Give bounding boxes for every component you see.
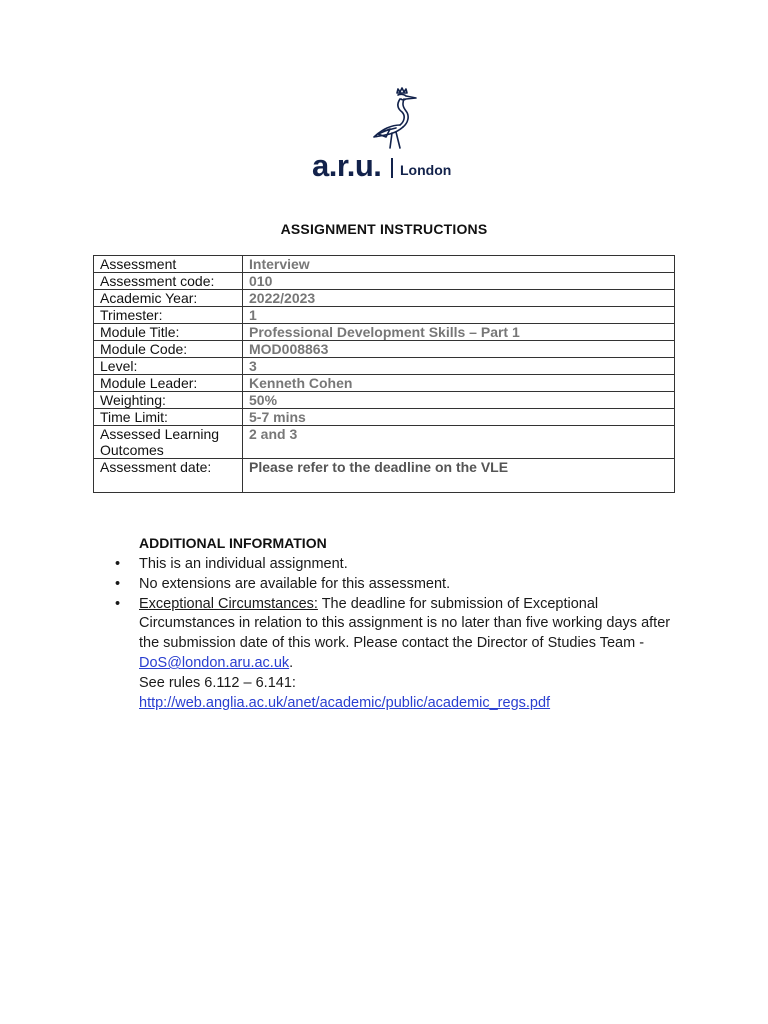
field-label: Time Limit: xyxy=(94,409,243,426)
academic-regs-link[interactable]: http://web.anglia.ac.uk/anet/academic/public/academic_regs.pdf xyxy=(139,694,551,711)
table-row xyxy=(94,256,675,273)
field-label: Module Title: xyxy=(94,324,243,341)
field-value: 1 xyxy=(243,307,675,324)
logo-wordmark: a.r.u. xyxy=(312,148,382,183)
field-label: Module Code: xyxy=(94,341,243,358)
field-label: Assessed Learning Outcomes xyxy=(94,426,243,459)
field-value: 010 xyxy=(243,273,675,290)
field-label: Weighting: xyxy=(94,392,243,409)
list-item xyxy=(115,575,671,595)
table-row xyxy=(94,358,675,375)
field-value: 2022/2023 xyxy=(243,290,675,307)
field-value: Kenneth Cohen xyxy=(243,375,675,392)
table-row xyxy=(94,459,675,493)
logo-separator xyxy=(391,158,393,178)
field-label: Trimester: xyxy=(94,307,243,324)
field-label: Assessment code: xyxy=(94,273,243,290)
table-row xyxy=(94,290,675,307)
bullet-text: No extensions are available for this assessment. xyxy=(139,575,451,592)
page-title: ASSIGNMENT INSTRUCTIONS xyxy=(280,221,488,237)
additional-info-list xyxy=(115,555,671,713)
exceptional-circumstances-label: Exceptional Circumstances: xyxy=(139,595,318,612)
additional-info-heading: ADDITIONAL INFORMATION xyxy=(139,535,327,551)
bullet-icon: • xyxy=(115,575,121,592)
field-label: Academic Year: xyxy=(94,290,243,307)
field-value: MOD008863 xyxy=(243,341,675,358)
assignment-info-table xyxy=(93,255,675,493)
table-row xyxy=(94,375,675,392)
field-label: Level: xyxy=(94,358,243,375)
field-value: 5-7 mins xyxy=(243,409,675,426)
field-value: Interview xyxy=(243,256,675,273)
field-value: 50% xyxy=(243,392,675,409)
aru-london-logo xyxy=(312,85,462,183)
bullet-text-end: . xyxy=(289,654,294,671)
field-value: Professional Development Skills – Part 1 xyxy=(243,324,675,341)
dos-email-link[interactable]: DoS@london.aru.ac.uk xyxy=(139,654,290,671)
list-item xyxy=(115,555,671,575)
table-row xyxy=(94,392,675,409)
field-value: 3 xyxy=(243,358,675,375)
table-row xyxy=(94,273,675,290)
field-value: Please refer to the deadline on the VLE xyxy=(243,459,675,493)
bullet-icon: • xyxy=(115,556,121,572)
bullet-text: This is an individual assignment. xyxy=(139,556,348,572)
logo-subtitle: London xyxy=(400,162,452,178)
rules-text: See rules 6.112 – 6.141: xyxy=(139,674,296,691)
table-row xyxy=(94,307,675,324)
field-label: Assessment xyxy=(94,256,243,273)
table-row xyxy=(94,409,675,426)
table-row xyxy=(94,324,675,341)
field-label: Module Leader: xyxy=(94,375,243,392)
field-label: Assessment date: xyxy=(94,459,243,493)
table-row xyxy=(94,341,675,358)
field-value: 2 and 3 xyxy=(243,426,675,459)
heron-icon xyxy=(356,85,426,149)
list-item xyxy=(115,595,671,714)
bullet-text: The deadline for submission of Exceptional Circumstances in relation to this assignment is no later than five working days after the submission date of this work. Please contact the Director of Studies Team - xyxy=(139,595,671,652)
table-row xyxy=(94,426,675,459)
bullet-icon: • xyxy=(115,595,121,612)
